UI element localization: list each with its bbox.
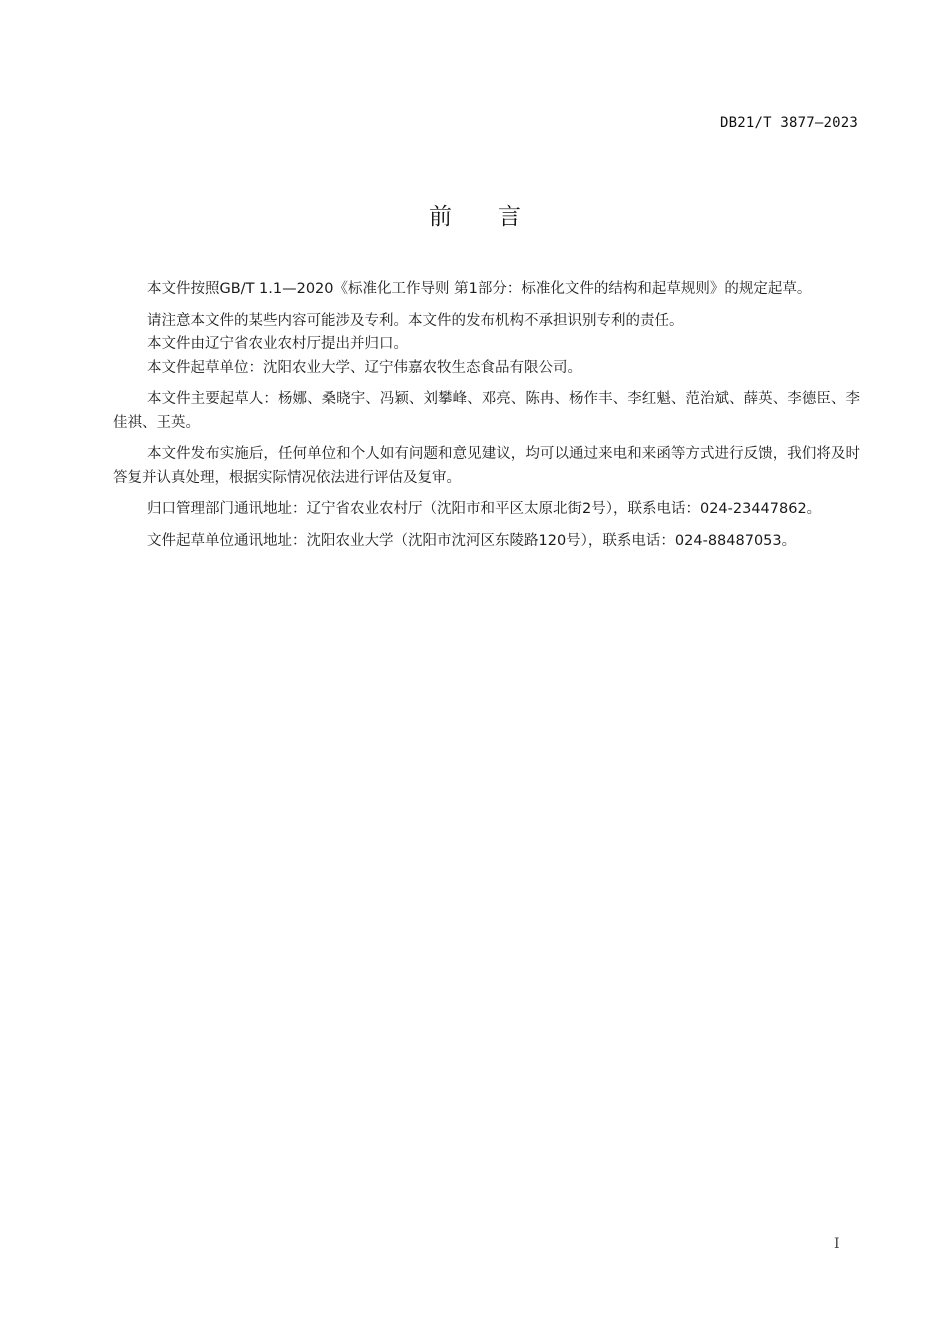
paragraph-patent-notice: 请注意本文件的某些内容可能涉及专利。本文件的发布机构不承担识别专利的责任。 xyxy=(147,312,684,329)
paragraph-authority-contact: 归口管理部门通讯地址：辽宁省农业农村厅（沈阳市和平区太原北街2号），联系电话：024-23447862。 xyxy=(147,501,822,517)
document-body xyxy=(113,278,860,561)
paragraph-drafter-contact: 文件起草单位通讯地址：沈阳农业大学（沈阳市沈河区东陵路120号），联系电话：024-88487053。 xyxy=(147,532,797,549)
paragraph-feedback: 本文件发布实施后，任何单位和个人如有问题和意见建议，均可以通过来电和来函等方式进行反馈，我们将及时答复并认真处理，根据实际情况依法进行评估及复审。 xyxy=(113,446,860,486)
paragraph-proposer: 本文件由辽宁省农业农村厅提出并归口。 xyxy=(147,336,408,352)
paragraph-standard-basis: 本文件按照GB/T 1.1—2020《标准化工作导则 第1部分：标准化文件的结构和起草规则》的规定起草。 xyxy=(147,281,812,297)
paragraph-drafters: 本文件主要起草人：杨娜、桑晓宇、冯颖、刘攀峰、邓亮、陈冉、杨作丰、李红魁、范治斌、薛英、李德臣、李佳祺、王英。 xyxy=(113,391,860,431)
document-code: DB21/T 3877—2023 xyxy=(719,115,858,131)
paragraph-drafting-units: 本文件起草单位：沈阳农业大学、辽宁伟嘉农牧生态食品有限公司。 xyxy=(147,359,582,376)
page-number: I xyxy=(834,1236,840,1252)
page-title: 前言 xyxy=(429,204,567,230)
